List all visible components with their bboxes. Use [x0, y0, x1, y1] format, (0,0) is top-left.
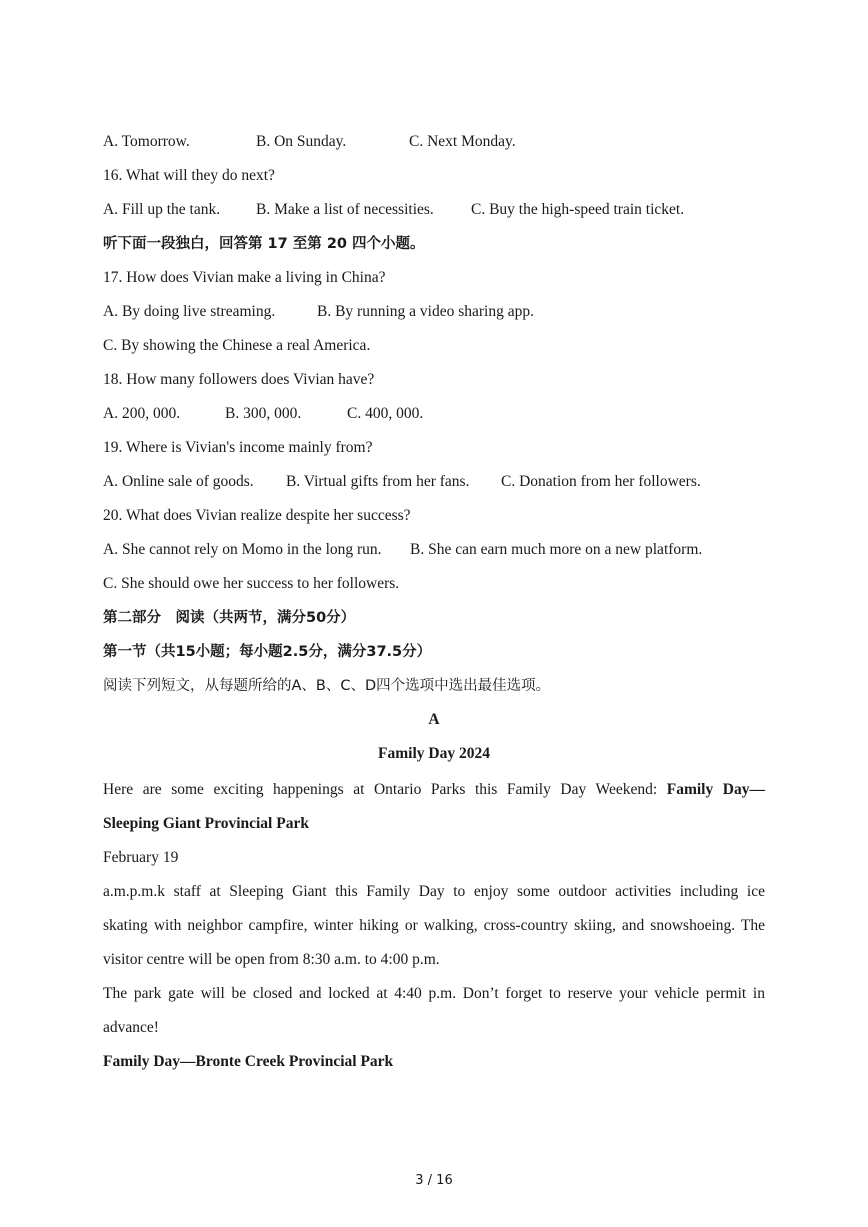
q18-question: 18. How many followers does Vivian have? — [103, 371, 375, 388]
sleeping-giant-heading: Sleeping Giant Provincial Park — [103, 815, 309, 832]
q16-option-b: B. Make a list of necessities. — [256, 201, 434, 218]
q19-option-a: A. Online sale of goods. — [103, 473, 254, 490]
q16-option-a: A. Fill up the tank. — [103, 201, 221, 218]
q17-question: 17. How does Vivian make a living in China? — [103, 269, 386, 286]
q19-option-c: C. Donation from her followers. — [501, 473, 701, 490]
passage-intro — [103, 780, 765, 800]
intro-text: Here are some exciting happenings at Ontario Parks this Family Day Weekend: — [103, 781, 667, 798]
para1-line3: visitor centre will be open from 8:30 a.m. to 4:00 p.m. — [103, 951, 440, 968]
q15-option-a: A. Tomorrow. — [103, 133, 190, 150]
q20-question: 20. What does Vivian realize despite her success? — [103, 507, 411, 524]
para1-line1: a.m.p.m.k staff at Sleeping Giant this Family Day to enjoy some outdoor activities including ice — [103, 883, 765, 900]
page-number: 3 / 16 — [415, 1173, 453, 1188]
monologue-instruction: 听下面一段独白，回答第 17 至第 20 四个小题。 — [103, 236, 425, 252]
q16-question: 16. What will they do next? — [103, 167, 275, 184]
part2-heading: 第二部分 阅读（共两节，满分50分） — [103, 610, 356, 626]
section1-heading: 第一节（共15小题；每小题2.5分，满分37.5分） — [103, 644, 432, 660]
passage-title: Family Day 2024 — [378, 745, 490, 762]
para1-line2: skating with neighbor campfire, winter hiking or walking, cross-country skiing, and snowshoeing. The — [103, 917, 765, 934]
q17-option-b: B. By running a video sharing app. — [317, 303, 534, 320]
q17-option-c: C. By showing the Chinese a real America. — [103, 337, 371, 354]
q18-option-c: C. 400, 000. — [347, 405, 424, 422]
passage-letter: A — [428, 711, 440, 728]
q18-option-a: A. 200, 000. — [103, 405, 181, 422]
q19-option-b: B. Virtual gifts from her fans. — [286, 473, 470, 490]
q20-option-c: C. She should owe her success to her followers. — [103, 575, 400, 592]
q16-option-c: C. Buy the high-speed train ticket. — [471, 201, 685, 218]
q18-option-b: B. 300, 000. — [225, 405, 302, 422]
para2-line1: The park gate will be closed and locked at 4:40 p.m. Don’t forget to reserve your vehicle permit in — [103, 985, 765, 1002]
para2-line2: advance! — [103, 1019, 159, 1036]
q19-question: 19. Where is Vivian's income mainly from? — [103, 439, 373, 456]
q15-option-c: C. Next Monday. — [409, 133, 516, 150]
q20-option-b: B. She can earn much more on a new platform. — [410, 541, 703, 558]
reading-instruction: 阅读下列短文，从每题所给的A、B、C、D四个选项中选出最佳选项。 — [103, 678, 551, 694]
intro-bold-family-day: Family Day— — [666, 781, 766, 798]
q17-option-a: A. By doing live streaming. — [103, 303, 276, 320]
q20-option-a: A. She cannot rely on Momo in the long run. — [103, 541, 382, 558]
bronte-creek-heading: Family Day—Bronte Creek Provincial Park — [103, 1053, 394, 1070]
event-date: February 19 — [103, 849, 179, 866]
q15-option-b: B. On Sunday. — [256, 133, 347, 150]
